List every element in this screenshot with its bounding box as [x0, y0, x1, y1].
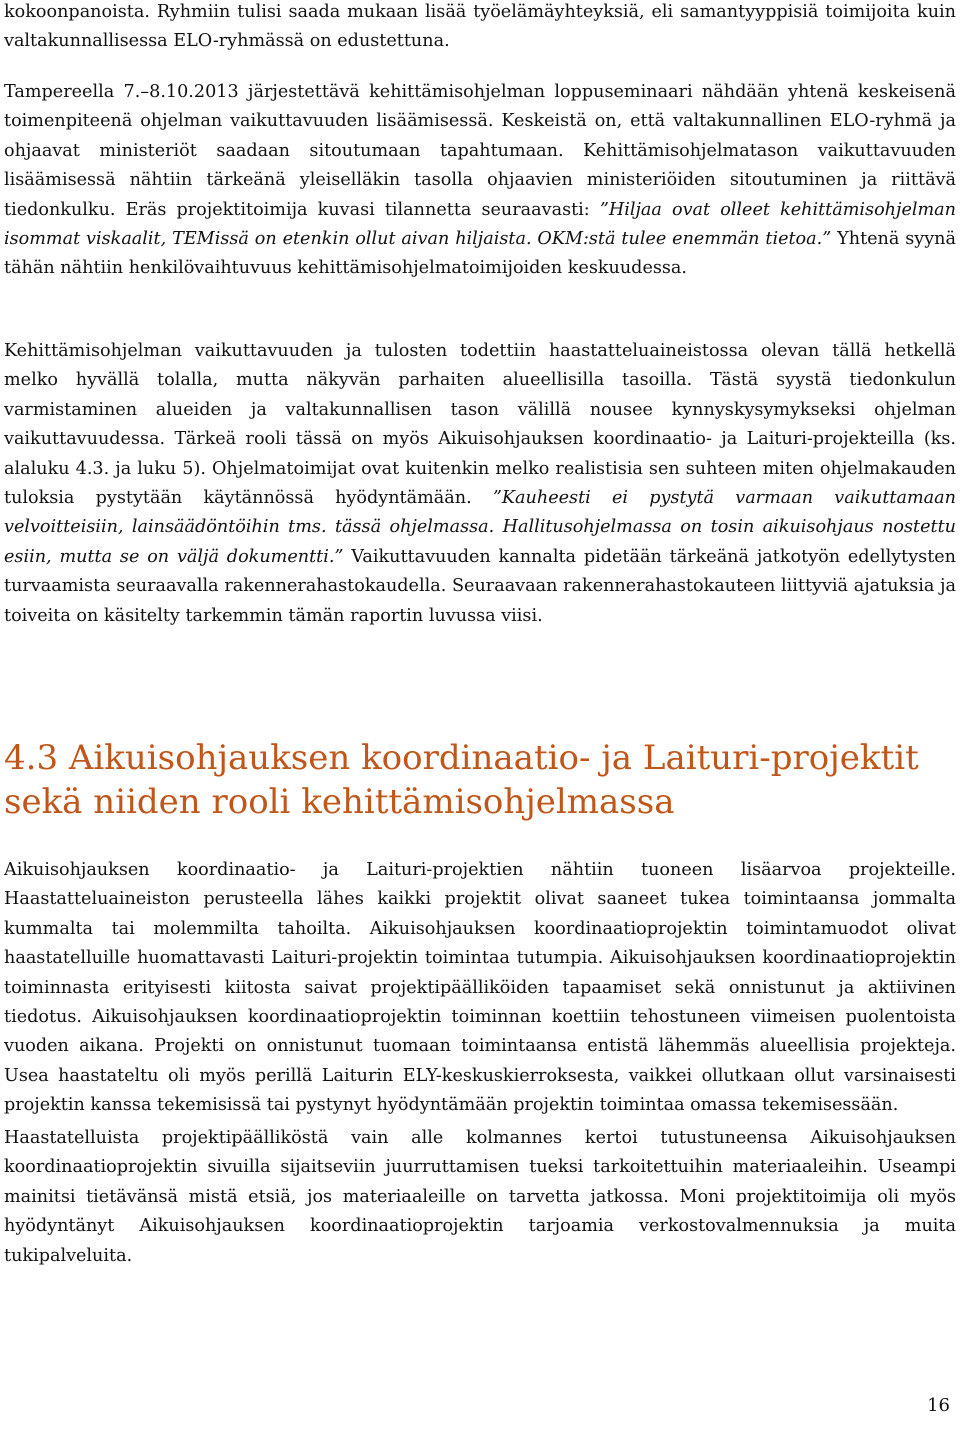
paragraph-4-text: Aikuisohjauksen koordinaatio- ja Laituri-projektien nähtiin tuoneen lisäarvoa projekteille. Haastatteluaineiston perusteella lähes kaikki projektit olivat saaneet tukea toimintaansa jommalta kummalta tai molemmilta tahoilta. Aikuisohjauksen koordinaatioprojektin toimintamuodot olivat haastatelluille huomattavasti Laituri-projektin toimintaa tutumpia. Aikuisohjauksen koordinaatioprojektin toiminnasta erityisesti kiitosta saivat projektipäälliköiden tapaamiset sekä onnistunut ja aktiivinen tiedotus. Aikuisohjauksen koordinaatioprojektin toiminnan koettiin tehostuneen viimeisen puolentoista vuoden aikana. Projekti on onnistunut tuomaan toimintaansa entistä lähemmäs alueellisia projekteja. Usea haastateltu oli myös perillä Laiturin ELY-keskuskierroksesta, vaikkei ollutkaan ollut varsinaisesti projektin kanssa tekemisissä tai pystynyt hyödyntämään projektin toimintaa omassa tekemisessään. [4, 860, 956, 1116]
page-number: 16 [927, 1395, 950, 1416]
paragraph-3 [4, 337, 956, 631]
section-heading: 4.3 Aikuisohjauksen koordinaatio- ja Laituri-projektit sekä niiden rooli kehittämisohjelmassa [4, 738, 919, 822]
document-page [4, 0, 956, 1440]
paragraph-5 [4, 1124, 956, 1271]
paragraph-1-text: kokoonpanoista. Ryhmiin tulisi saada mukaan lisää työelämäyhteyksiä, eli samantyyppisiä toimijoita kuin valtakunnallisessa ELO-ryhmässä on edustettuna. [4, 2, 956, 52]
paragraph-1 [4, 0, 956, 57]
paragraph-2-text-b: Yhtenä syynä tähän nähtiin henkilövaihtuvuus kehittämisohjelmatoimijoiden keskuudessa. [4, 229, 956, 279]
paragraph-2-quote: ”Hiljaa ovat olleet kehittämisohjelman isommat viskaalit, TEMissä on etenkin ollut aivan hiljaista. OKM:stä tulee enemmän tietoa.” [4, 199, 956, 250]
paragraph-2-text-a: Tampereella 7.–8.10.2013 järjestettävä kehittämisohjelman loppuseminaari nähdään yhtenä keskeisenä toimenpiteenä ohjelman vaikuttavuuden lisäämisessä. Keskeistä on, että valtakunnallinen ELO-ryhmä ja ohjaavat ministeriöt saadaan sitoutumaan tapahtumaan. Kehittämisohjelmatason vaikuttavuuden lisäämisessä nähtiin tärkeänä yleiselläkin tasolla ohjaavien ministeriöiden sitoutuminen ja riittävä tiedonkulku. Eräs projektitoimija kuvasi tilannetta seuraavasti: [4, 82, 956, 220]
paragraph-3-text-a: Kehittämisohjelman vaikuttavuuden ja tulosten todettiin haastatteluaineistossa olevan tällä hetkellä melko hyvällä tolalla, mutta näkyvän parhaiten alueellisilla tasoilla. Tästä syystä tiedonkulun varmistaminen alueiden ja valtakunnallisen tason välillä nousee kynnyskysymykseksi ohjelman vaikuttavuudessa. Tärkeä rooli tässä on myös Aikuisohjauksen koordinaatio- ja Laituri-projekteilla (ks. alaluku 4.3. ja luku 5). Ohjelmatoimijat ovat kuitenkin melko realistisia sen suhteen miten ohjelmakauden tuloksia pystytään käytännössä hyödyntämään. [4, 341, 956, 509]
paragraph-5-text: Haastatelluista projektipäälliköstä vain alle kolmannes kertoi tutustuneensa Aikuisohjauksen koordinaatioprojektin sivuilla sijaitseviin juurruttamisen tueksi tarkoitettuihin materiaaleihin. Useampi mainitsi tietävänsä mistä etsiä, jos materiaaleille on tarvetta jatkossa. Moni projektitoimija oli myös hyödyntänyt Aikuisohjauksen koordinaatioprojektin tarjoamia verkostovalmennuksia ja muita tukipalveluita. [4, 1128, 956, 1266]
paragraph-2 [4, 78, 956, 284]
paragraph-3-text-b: Vaikuttavuuden kannalta pidetään tärkeänä jatkotyön edellytysten turvaamista seuraavalla rakennerahastokaudella. Seuraavaan rakennerahastokauteen liittyviä ajatuksia ja toiveita on käsitelty tarkemmin tämän raportin luvussa viisi. [4, 546, 957, 626]
paragraph-3-quote: ”Kauheesti ei pystytä varmaan vaikuttamaan velvoitteisiin, lainsäädöntöihin tms. tässä ohjelmassa. Hallitusohjelmassa on tosin aikuisohjaus nostettu esiin, mutta se on väljä dokumentti.” [4, 488, 956, 567]
paragraph-4 [4, 856, 956, 1121]
